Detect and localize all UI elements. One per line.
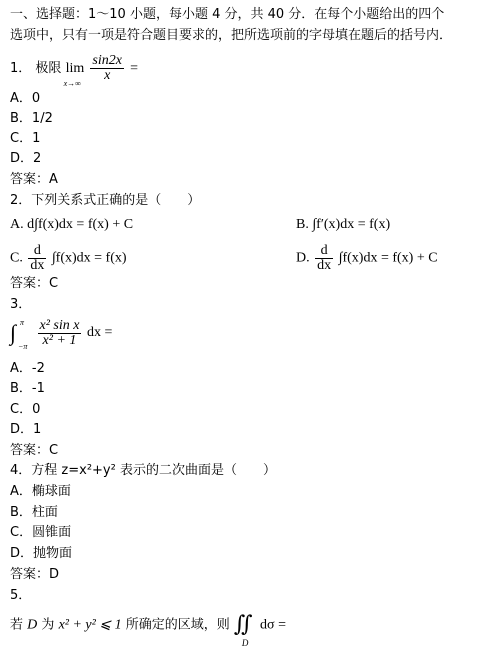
q1-option-a: A．0 [10, 91, 41, 106]
lim-word: lim [65, 61, 85, 76]
double-integral-sign-icon: ∬ [233, 612, 253, 637]
region-inequality: x² + y² ⩽ 1 [58, 617, 122, 633]
q1-answer: 答案：A [10, 172, 58, 187]
fraction-denominator: x² + 1 [42, 332, 77, 348]
q2-option-d [296, 244, 438, 273]
q3-answer: 答案：C [10, 443, 59, 458]
section-header-line-1: 一、选择题：1～10 小题，每小题 4 分，共 40 分．在每个小题给出的四个 [10, 7, 445, 22]
fraction-denominator: x [104, 68, 111, 83]
question-5-number: 5． [10, 588, 32, 603]
question-1-stem [10, 53, 138, 88]
section-header-line-2: 选项中，只有一项是符合题目要求的，把所选项前的字母填在题后的括号内． [10, 28, 453, 43]
q1-option-d: D．2 [10, 151, 42, 166]
option-expression: ∫f(x)dx = f(x) [51, 250, 127, 266]
option-label: D. [296, 250, 310, 266]
q1-option-b: B．1/2 [10, 111, 53, 126]
question-3-number: 3． [10, 297, 32, 312]
q4-answer: 答案：D [10, 567, 60, 582]
integral-lower-limit: −π [18, 342, 28, 351]
fraction-denominator: dx [30, 258, 45, 273]
q2-option-b: B. ∫f′(x)dx = f(x) [296, 217, 391, 232]
q5-stem [10, 612, 286, 648]
equals-sign: = [130, 61, 138, 76]
q4-option-c: C．圆锥面 [10, 525, 72, 540]
integral-tail: dσ = [260, 617, 286, 633]
q4-option-d: D．抛物面 [10, 546, 73, 561]
q4-option-b: B．柱面 [10, 505, 58, 520]
q2-option-a: A. d∫f(x)dx = f(x) + C [10, 217, 134, 232]
double-integral [233, 612, 256, 648]
question-2-stem: 2．下列关系式正确的是（ ） [10, 193, 201, 208]
integral-tail: dx = [86, 325, 113, 341]
stem-mid: 为 [41, 617, 55, 633]
q2-option-c [10, 244, 127, 273]
integral-with-limits [10, 318, 32, 351]
option-expression: ∫f(x)dx = f(x) + C [338, 250, 438, 266]
q3-option-c: C．0 [10, 402, 41, 417]
q2-answer: 答案：C [10, 276, 59, 291]
fraction-numerator: d [315, 244, 333, 259]
stem-prefix: 若 [10, 617, 24, 633]
integral-sign-icon: ∫ [10, 320, 17, 345]
region-d: D [27, 617, 38, 633]
integral-upper-limit: π [20, 318, 25, 327]
option-label: C. [10, 250, 23, 266]
fraction-numerator: d [28, 244, 46, 259]
fraction-denominator: dx [317, 258, 332, 273]
q1-option-c: C．1 [10, 131, 41, 146]
q3-integral [10, 317, 113, 351]
q3-option-a: A．-2 [10, 361, 45, 376]
fraction-numerator: x² sin x [39, 317, 80, 333]
q3-option-d: D．1 [10, 422, 42, 437]
derivative-fraction [315, 244, 333, 273]
integrand-fraction [38, 319, 82, 348]
lim-subscript: x→∞ [63, 79, 81, 88]
question-4-stem: 4．方程 z=x²+y² 表示的二次曲面是（ ） [10, 463, 276, 478]
question-number: 1． [10, 61, 32, 76]
q3-option-b: B．-1 [10, 381, 45, 396]
derivative-fraction [28, 244, 46, 273]
limit-expression [63, 54, 85, 88]
double-integral-region: D [241, 638, 249, 648]
fraction-numerator: sin2x [92, 53, 122, 68]
stem-suffix: 所确定的区域，则 [125, 617, 230, 633]
stem-prefix: 极限 [35, 61, 62, 76]
q4-option-a: A．椭球面 [10, 484, 71, 499]
fraction-sin2x-over-x [90, 54, 124, 83]
